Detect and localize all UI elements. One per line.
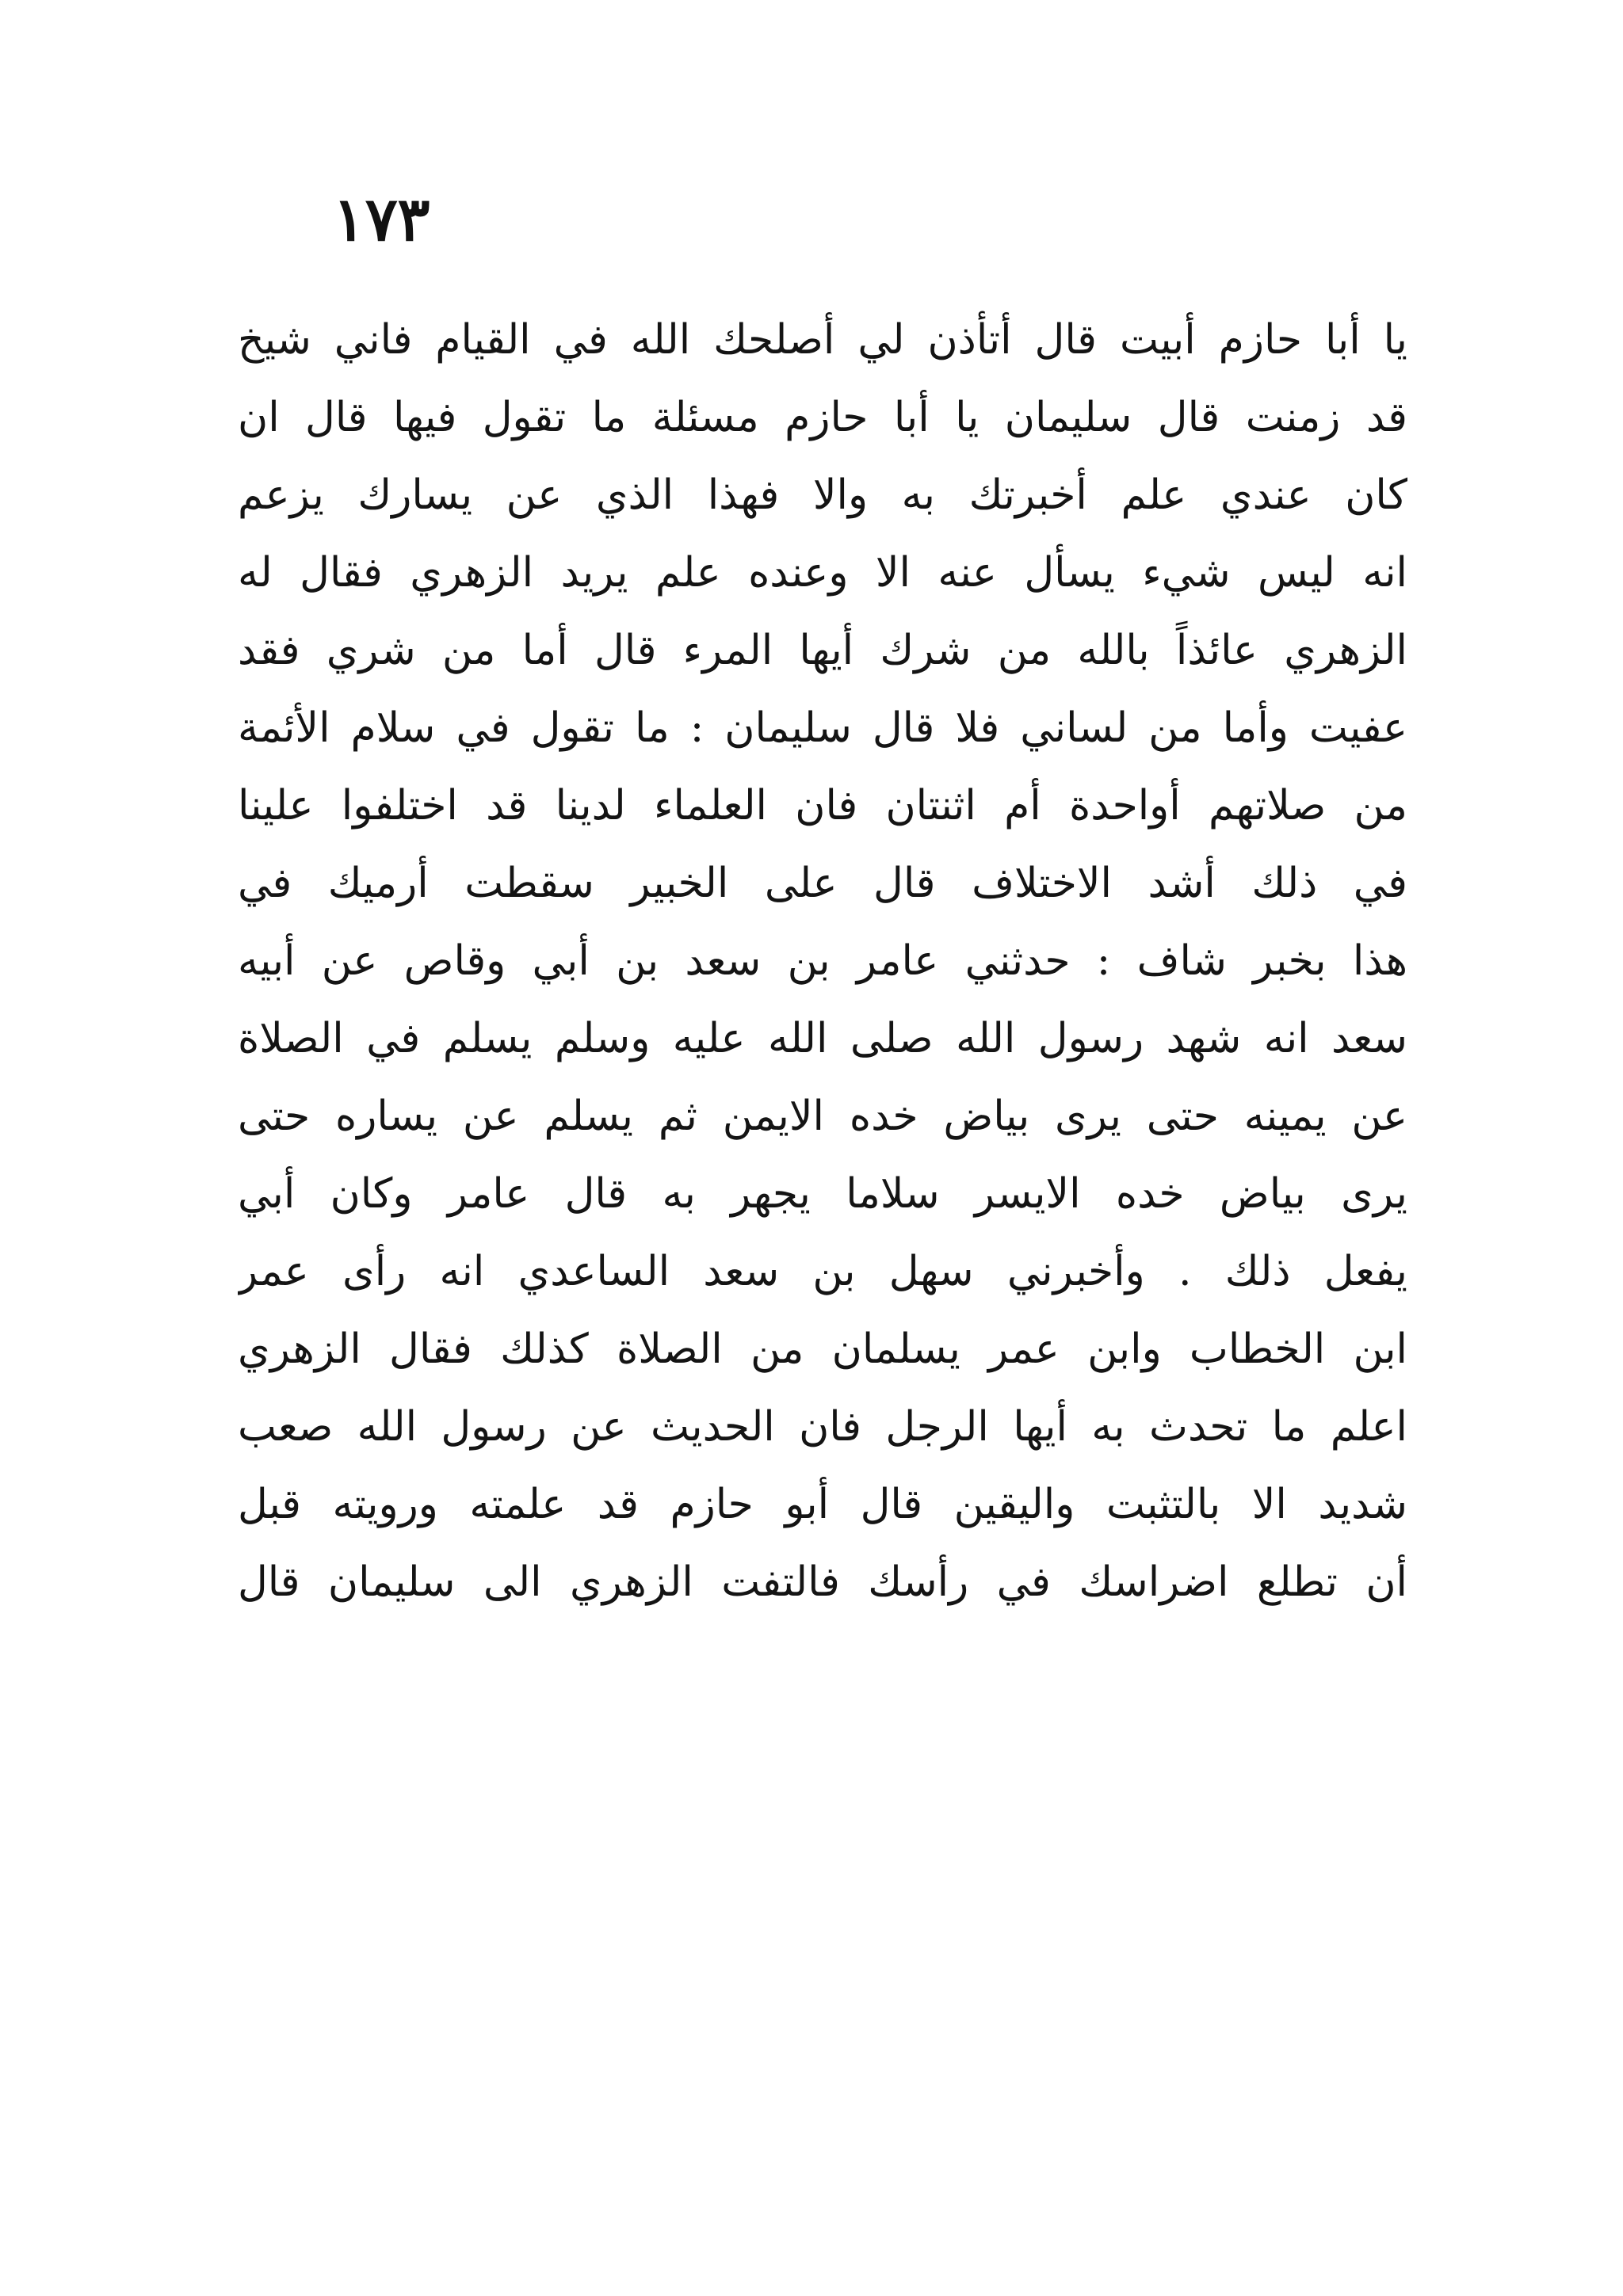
text-line: يفعل ذلك . وأخبرني سهل بن سعد الساعدي انه رأى عمر xyxy=(238,1248,1407,1295)
text-line: عفيت وأما من لساني فلا قال سليمان : ما تقول في سلام الأئمة xyxy=(238,704,1407,752)
text-line: يرى بياض خده الايسر سلاما يجهر به قال عامر وكان أبي xyxy=(238,1170,1407,1218)
body-text xyxy=(238,301,1407,1621)
text-line: شديد الا بالتثبت واليقين قال أبو حازم قد علمته ورويته قبل xyxy=(238,1481,1407,1528)
text-line: الزهري عائذاً بالله من شرك أيها المرء قال أما من شري فقد xyxy=(238,627,1407,674)
page-number: ١٧٣ xyxy=(333,184,430,254)
text-line: سعد انه شهد رسول الله صلى الله عليه وسلم يسلم في الصلاة xyxy=(238,1015,1407,1062)
text-line: ابن الخطاب وابن عمر يسلمان من الصلاة كذلك فقال الزهري xyxy=(238,1325,1407,1373)
text-line: يا أبا حازم أبيت قال أتأذن لي أصلحك الله في القيام فاني شيخ xyxy=(238,316,1407,364)
text-line: عن يمينه حتى يرى بياض خده الايمن ثم يسلم عن يساره حتى xyxy=(238,1093,1407,1140)
text-line: من صلاتهم أواحدة أم اثنتان فان العلماء لدينا قد اختلفوا علينا xyxy=(238,782,1407,830)
text-line: قد زمنت قال سليمان يا أبا حازم مسئلة ما تقول فيها قال ان xyxy=(238,394,1407,441)
text-line: كان عندي علم أخبرتك به والا فهذا الذي عن يسارك يزعم xyxy=(238,471,1407,519)
text-line: هذا بخبر شاف : حدثني عامر بن سعد بن أبي وقاص عن أبيه xyxy=(238,937,1407,985)
text-line: انه ليس شيء يسأل عنه الا وعنده علم يريد الزهري فقال له xyxy=(238,549,1407,597)
text-line: أن تطلع اضراسك في رأسك فالتفت الزهري الى سليمان قال xyxy=(238,1558,1407,1606)
text-line: في ذلك أشد الاختلاف قال على الخبير سقطت أرميك في xyxy=(238,860,1407,907)
text-line: اعلم ما تحدث به أيها الرجل فان الحديث عن رسول الله صعب xyxy=(238,1403,1407,1451)
